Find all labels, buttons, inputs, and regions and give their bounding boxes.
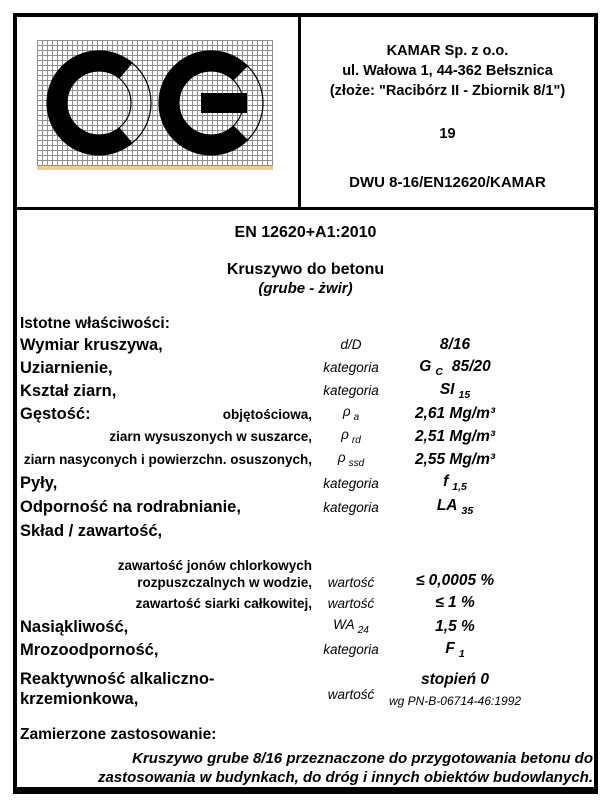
property-value: 2,61 Mg/m³ [414, 404, 496, 422]
property-symbol: ρ $_{rd}$ [341, 427, 361, 446]
property-row-density-ssd [17, 448, 594, 471]
property-label: Gęstość: [20, 404, 91, 423]
property-value: ≤ 0,0005 % [415, 572, 495, 589]
property-row-fines [17, 471, 594, 495]
property-value: G $_C$ 85/20 [419, 357, 491, 378]
property-value: SI $_{15}$ [439, 380, 471, 401]
property-label: Wymiar kruszywa, [20, 335, 163, 354]
header-ce-cell [17, 17, 301, 207]
product-title: Kruszywo do betonu [226, 261, 385, 278]
header-row [17, 17, 594, 210]
property-value: stopień 0 [420, 670, 490, 688]
company-address: ul. Wałowa 1, 44-362 Bełsznica [342, 63, 553, 79]
property-value: ≤ 1 % [435, 594, 475, 611]
property-row-density-dry [17, 425, 594, 448]
property-sublabel: ziarn wysuszonych w suszarce, [109, 429, 312, 444]
property-row-shape [17, 379, 594, 402]
property-label: Nasiąkliwość, [20, 617, 129, 636]
property-value-note: wg PN-B-06714-46:1992 [388, 693, 522, 708]
company-name: KAMAR Sp. z o.o. [386, 43, 509, 59]
property-label-line2: krzemionkowa, [20, 690, 139, 708]
property-row-alkali-silica [17, 666, 594, 712]
property-sublabel: zawartość siarki całkowitej, [135, 595, 312, 611]
property-row-sulfur [17, 591, 594, 615]
property-row-composition [17, 519, 594, 542]
property-label: Kształ ziarn, [20, 381, 117, 400]
property-symbol: ρ $_a$ [342, 404, 360, 423]
property-sublabel: ziarn nasyconych i powierzchn. osuszonych, [23, 452, 312, 467]
property-value: 1,5 % [435, 617, 475, 635]
property-value: 2,55 Mg/m³ [414, 450, 496, 468]
property-sublabel-line2: rozpuszczalnych w wodzie, [137, 575, 312, 590]
intended-use-title: Zamierzone zastosowanie: [20, 726, 217, 743]
ce-mark-icon [37, 40, 273, 170]
property-value: 2,51 Mg/m³ [414, 427, 496, 445]
property-symbol: kategoria [323, 499, 379, 515]
property-symbol: wartość [327, 575, 375, 590]
property-row-freeze-thaw [17, 638, 594, 661]
header-info-cell [301, 17, 594, 207]
property-symbol: kategoria [323, 360, 379, 375]
intended-use-text: Kruszywo grube 8/16 przeznaczone do przygotowania betonu do zastosowania w budynkach, do dróg i innych obiektów budowlanych. [97, 750, 593, 786]
property-symbol: kategoria [323, 383, 379, 398]
property-symbol: wartość [327, 686, 375, 702]
property-row-chlorides [17, 551, 594, 591]
property-symbol: kategoria [323, 475, 379, 491]
property-value: f $_{1,5}$ [443, 473, 467, 493]
property-label: Odporność na rodrabnianie, [20, 498, 241, 516]
property-symbol: ρ $_{ssd}$ [337, 450, 365, 469]
property-label: Pyły, [20, 474, 58, 492]
property-label: Skład / zawartość, [20, 521, 163, 540]
properties-section-title: Istotne właściwości: [20, 315, 170, 332]
property-row-fragmentation [17, 495, 594, 519]
property-value: 8/16 [439, 335, 471, 353]
property-label: Uziarnienie, [20, 358, 113, 377]
product-subtitle: (grube - żwir) [258, 280, 353, 297]
property-sublabel: objętościowa, [222, 406, 312, 422]
document-number: DWU 8-16/EN12620/KAMAR [349, 174, 546, 191]
property-value: LA $_{35}$ [436, 497, 474, 517]
property-label: Mrozoodporność, [20, 640, 159, 659]
property-row-size [17, 333, 594, 356]
property-sublabel-line1: zawartość jonów chlorkowych [117, 558, 312, 573]
declaration-year: 19 [439, 126, 456, 142]
property-symbol: WA $_{24}$ [333, 617, 369, 636]
deposit-info: (złoże: "Racibórz II - Zbiornik 8/1") [329, 83, 566, 99]
property-symbol: wartość [327, 595, 375, 611]
property-symbol: kategoria [323, 642, 379, 657]
property-row-absorption [17, 615, 594, 638]
property-label-line1: Reaktywność alkaliczno- [20, 670, 215, 688]
property-row-grading [17, 356, 594, 379]
property-value: F $_1$ [445, 639, 465, 660]
property-row-density-bulk [17, 402, 594, 425]
property-symbol: d/D [340, 337, 362, 352]
ce-mark-drawing [37, 40, 273, 166]
standard-reference: EN 12620+A1:2010 [234, 224, 377, 241]
document-frame [13, 13, 598, 794]
